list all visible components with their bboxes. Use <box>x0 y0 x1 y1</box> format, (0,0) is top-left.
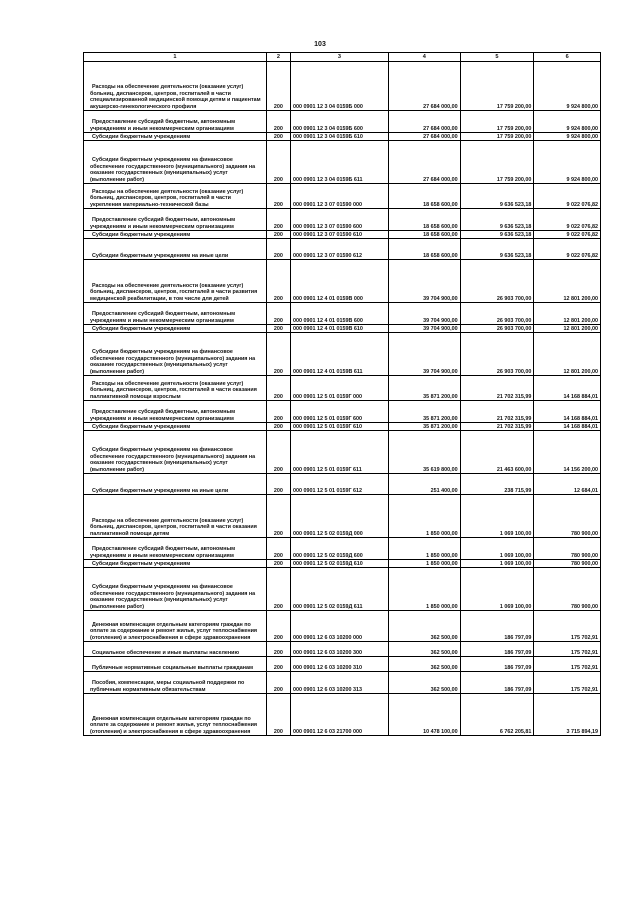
row-value-year-plan: 39 704 900,00 <box>388 325 460 333</box>
row-name-text: Пособия, компенсации, меры социальной поддержки по публичным нормативным обязательствам <box>90 680 245 693</box>
row-value-executed: 21 702 315,99 <box>460 423 534 431</box>
row-value-year-plan: 1 850 000,00 <box>388 568 460 611</box>
row-value-year-plan: 35 871 200,00 <box>388 376 460 401</box>
row-name-text: Расходы на обеспечение деятельности (оказание услуг) больниц, диспансеров, центров, госпиталей в части развития медицинской реабилитации, в том числе для детей <box>90 282 258 302</box>
row-name <box>84 333 267 376</box>
table-row <box>84 568 601 611</box>
table-row <box>84 642 601 657</box>
row-name-text: Субсидии бюджетным учреждениям <box>92 560 191 567</box>
table-row <box>84 260 601 303</box>
row-csr: 000 0901 12 5 01 0159Г 610 <box>291 423 389 431</box>
table-row <box>84 333 601 376</box>
row-code: 200 <box>266 560 290 568</box>
row-name <box>84 239 267 260</box>
row-csr: 000 0901 12 5 02 0159Д 000 <box>291 495 389 538</box>
row-value-executed: 1 069 100,00 <box>460 495 534 538</box>
row-name <box>84 538 267 560</box>
row-value-year-plan: 362 500,00 <box>388 672 460 694</box>
row-value-year-plan: 39 704 900,00 <box>388 333 460 376</box>
row-value-executed: 186 797,09 <box>460 657 534 672</box>
row-csr: 000 0901 12 4 01 0159В 000 <box>291 260 389 303</box>
row-value-remaining: 175 702,91 <box>534 672 601 694</box>
row-code: 200 <box>266 303 290 325</box>
header-row <box>84 53 601 62</box>
row-value-remaining: 14 168 884,01 <box>534 401 601 423</box>
row-value-remaining: 9 022 076,82 <box>534 184 601 209</box>
row-value-year-plan: 27 684 000,00 <box>388 141 460 184</box>
row-csr: 000 0901 12 5 01 0159Г 600 <box>291 401 389 423</box>
row-name <box>84 111 267 133</box>
table-row <box>84 431 601 474</box>
row-name <box>84 401 267 423</box>
row-name <box>84 657 267 672</box>
row-csr: 000 0901 12 3 07 01590 600 <box>291 209 389 231</box>
row-name-text: Субсидии бюджетным учреждениям на финансовое обеспечение государственного (муниципального) задания на оказание государственных (муниципальных) услуг (выполнение работ) <box>90 157 256 183</box>
row-value-executed: 17 759 200,00 <box>460 111 534 133</box>
table-row <box>84 611 601 642</box>
row-value-remaining: 780 900,00 <box>534 495 601 538</box>
row-name <box>84 642 267 657</box>
row-value-remaining: 175 702,91 <box>534 611 601 642</box>
row-value-remaining: 9 924 800,00 <box>534 133 601 141</box>
row-value-remaining: 3 715 894,19 <box>534 694 601 736</box>
row-value-executed: 186 797,09 <box>460 642 534 657</box>
row-code: 200 <box>266 133 290 141</box>
row-value-remaining: 12 801 200,00 <box>534 303 601 325</box>
row-code: 200 <box>266 376 290 401</box>
row-csr: 000 0901 12 3 04 0159Б 611 <box>291 141 389 184</box>
row-value-remaining: 9 022 076,82 <box>534 231 601 239</box>
row-csr: 000 0901 12 4 01 0159В 600 <box>291 303 389 325</box>
row-name <box>84 474 267 495</box>
row-csr: 000 0901 12 5 02 0159Д 611 <box>291 568 389 611</box>
row-name-text: Субсидии бюджетным учреждениям на финансовое обеспечение государственного (муниципального) задания на оказание государственных (муниципальных) услуг (выполнение работ) <box>90 584 256 610</box>
header-col-4: 4 <box>388 53 460 62</box>
row-name <box>84 325 267 333</box>
row-value-executed: 17 759 200,00 <box>460 141 534 184</box>
row-name-text: Предоставление субсидий бюджетным, автономным учреждениям и иным некоммерческим организациям <box>90 119 236 132</box>
table-row <box>84 239 601 260</box>
row-csr: 000 0901 12 5 02 0159Д 610 <box>291 560 389 568</box>
row-name <box>84 694 267 736</box>
row-value-remaining: 780 900,00 <box>534 568 601 611</box>
row-value-executed: 9 636 523,18 <box>460 231 534 239</box>
row-code: 200 <box>266 260 290 303</box>
row-code: 200 <box>266 401 290 423</box>
row-value-remaining: 12 684,01 <box>534 474 601 495</box>
row-code: 200 <box>266 694 290 736</box>
row-value-year-plan: 1 850 000,00 <box>388 560 460 568</box>
table-row <box>84 401 601 423</box>
table-row <box>84 474 601 495</box>
row-value-executed: 1 069 100,00 <box>460 560 534 568</box>
header-col-5: 5 <box>460 53 534 62</box>
row-value-executed: 26 903 700,00 <box>460 303 534 325</box>
row-value-remaining: 9 022 076,82 <box>534 209 601 231</box>
row-value-remaining: 12 801 200,00 <box>534 333 601 376</box>
table-row <box>84 423 601 431</box>
table-row <box>84 141 601 184</box>
row-code: 200 <box>266 611 290 642</box>
row-code: 200 <box>266 495 290 538</box>
row-value-executed: 186 797,09 <box>460 672 534 694</box>
row-name <box>84 376 267 401</box>
row-name <box>84 431 267 474</box>
row-value-executed: 17 759 200,00 <box>460 62 534 111</box>
row-name <box>84 611 267 642</box>
row-code: 200 <box>266 657 290 672</box>
table-row <box>84 111 601 133</box>
table-row <box>84 560 601 568</box>
row-name-text: Субсидии бюджетным учреждениям <box>92 325 191 332</box>
row-value-executed: 17 759 200,00 <box>460 133 534 141</box>
header-col-3: 3 <box>291 53 389 62</box>
row-code: 200 <box>266 325 290 333</box>
row-value-executed: 26 903 700,00 <box>460 325 534 333</box>
row-code: 200 <box>266 474 290 495</box>
row-value-year-plan: 362 500,00 <box>388 657 460 672</box>
row-csr: 000 0901 12 3 04 0159Б 600 <box>291 111 389 133</box>
row-name <box>84 209 267 231</box>
row-value-year-plan: 35 871 200,00 <box>388 401 460 423</box>
header-col-1: 1 <box>84 53 267 62</box>
row-value-executed: 21 463 600,00 <box>460 431 534 474</box>
table-row <box>84 538 601 560</box>
row-value-remaining: 9 022 076,82 <box>534 239 601 260</box>
row-name <box>84 495 267 538</box>
row-value-executed: 21 702 315,99 <box>460 401 534 423</box>
row-value-remaining: 780 900,00 <box>534 538 601 560</box>
row-csr: 000 0901 12 4 01 0159В 611 <box>291 333 389 376</box>
row-name-text: Расходы на обеспечение деятельности (оказание услуг) больниц, диспансеров, центров, госпиталей в части оказания паллиативной помощи детям <box>90 517 257 537</box>
row-name-text: Субсидии бюджетным учреждениям <box>92 423 191 430</box>
row-name-text: Субсидии бюджетным учреждениям <box>92 231 191 238</box>
row-value-executed: 186 797,09 <box>460 611 534 642</box>
header-col-2: 2 <box>266 53 290 62</box>
row-name <box>84 184 267 209</box>
row-code: 200 <box>266 62 290 111</box>
row-name <box>84 62 267 111</box>
row-value-executed: 26 903 700,00 <box>460 260 534 303</box>
table-row <box>84 184 601 209</box>
row-code: 200 <box>266 431 290 474</box>
row-value-remaining: 14 168 884,01 <box>534 376 601 401</box>
table-header <box>84 53 601 62</box>
row-value-executed: 21 702 315,99 <box>460 376 534 401</box>
row-name-text: Субсидии бюджетным учреждениям на финансовое обеспечение государственного (муниципального) задания на оказание государственных (муниципальных) услуг (выполнение работ) <box>90 447 256 473</box>
row-name-text: Предоставление субсидий бюджетным, автономным учреждениям и иным некоммерческим организациям <box>90 409 236 422</box>
row-value-remaining: 175 702,91 <box>534 657 601 672</box>
row-code: 200 <box>266 568 290 611</box>
row-name <box>84 568 267 611</box>
row-value-year-plan: 27 684 000,00 <box>388 62 460 111</box>
row-code: 200 <box>266 333 290 376</box>
row-value-remaining: 14 156 200,00 <box>534 431 601 474</box>
row-value-remaining: 175 702,91 <box>534 642 601 657</box>
table-body <box>84 62 601 736</box>
row-value-executed: 9 636 523,18 <box>460 184 534 209</box>
table-row <box>84 133 601 141</box>
row-csr: 000 0901 12 6 03 10200 313 <box>291 672 389 694</box>
row-value-remaining: 12 801 200,00 <box>534 260 601 303</box>
row-csr: 000 0901 12 5 01 0159Г 612 <box>291 474 389 495</box>
table-row <box>84 325 601 333</box>
row-name-text: Денежная компенсация отдельным категориям граждан по оплате за содержание и ремонт жилья, услуг теплоснабжения (отопления) и электроснабжения в сфере здравоохранения <box>90 715 258 735</box>
table-row <box>84 62 601 111</box>
table-row <box>84 657 601 672</box>
table-row <box>84 672 601 694</box>
row-name-text: Предоставление субсидий бюджетным, автономным учреждениям и иным некоммерческим организациям <box>90 546 236 559</box>
row-name <box>84 260 267 303</box>
row-name-text: Денежная компенсация отдельным категориям граждан по оплате за содержание и ремонт жилья, услуг теплоснабжения (отопления) и электроснабжения в сфере здравоохранения <box>90 621 258 641</box>
row-value-year-plan: 1 850 000,00 <box>388 495 460 538</box>
table-row <box>84 495 601 538</box>
row-value-executed: 1 069 100,00 <box>460 538 534 560</box>
row-csr: 000 0901 12 3 07 01590 612 <box>291 239 389 260</box>
row-csr: 000 0901 12 3 07 01590 000 <box>291 184 389 209</box>
row-value-executed: 6 762 205,81 <box>460 694 534 736</box>
row-value-remaining: 14 168 884,01 <box>534 423 601 431</box>
row-csr: 000 0901 12 6 03 10200 300 <box>291 642 389 657</box>
row-name-text: Субсидии бюджетным учреждениям на финансовое обеспечение государственного (муниципального) задания на оказание государственных (муниципальных) услуг (выполнение работ) <box>90 349 256 375</box>
row-code: 200 <box>266 209 290 231</box>
row-name <box>84 303 267 325</box>
row-csr: 000 0901 12 4 01 0159В 610 <box>291 325 389 333</box>
row-code: 200 <box>266 239 290 260</box>
row-value-year-plan: 362 500,00 <box>388 611 460 642</box>
row-value-executed: 9 636 523,18 <box>460 239 534 260</box>
row-code: 200 <box>266 672 290 694</box>
row-csr: 000 0901 12 5 02 0159Д 600 <box>291 538 389 560</box>
table-row <box>84 231 601 239</box>
table-row <box>84 303 601 325</box>
row-value-remaining: 9 924 800,00 <box>534 141 601 184</box>
row-code: 200 <box>266 184 290 209</box>
row-code: 200 <box>266 642 290 657</box>
row-value-year-plan: 27 684 000,00 <box>388 111 460 133</box>
row-name <box>84 141 267 184</box>
row-value-executed: 9 636 523,18 <box>460 209 534 231</box>
row-csr: 000 0901 12 3 07 01590 610 <box>291 231 389 239</box>
row-value-year-plan: 10 478 100,00 <box>388 694 460 736</box>
row-csr: 000 0901 12 5 01 0159Г 000 <box>291 376 389 401</box>
budget-table <box>83 52 601 736</box>
row-csr: 000 0901 12 3 04 0159Б 610 <box>291 133 389 141</box>
row-value-year-plan: 251 400,00 <box>388 474 460 495</box>
row-value-year-plan: 39 704 900,00 <box>388 303 460 325</box>
row-csr: 000 0901 12 3 04 0159Б 000 <box>291 62 389 111</box>
row-value-executed: 26 903 700,00 <box>460 333 534 376</box>
row-name-text: Расходы на обеспечение деятельности (оказание услуг) больниц, диспансеров, центров, госпиталей в части оказания паллиативной помощи взрослым <box>90 380 257 400</box>
row-name <box>84 231 267 239</box>
row-csr: 000 0901 12 6 03 10200 000 <box>291 611 389 642</box>
row-value-year-plan: 39 704 900,00 <box>388 260 460 303</box>
table-row <box>84 694 601 736</box>
row-value-executed: 1 069 100,00 <box>460 568 534 611</box>
row-value-remaining: 9 924 800,00 <box>534 62 601 111</box>
row-csr: 000 0901 12 6 03 21700 000 <box>291 694 389 736</box>
row-name <box>84 672 267 694</box>
row-name-text: Предоставление субсидий бюджетным, автономным учреждениям и иным некоммерческим организациям <box>90 217 236 230</box>
row-value-year-plan: 362 500,00 <box>388 642 460 657</box>
header-col-6: 6 <box>534 53 601 62</box>
row-code: 200 <box>266 231 290 239</box>
row-code: 200 <box>266 538 290 560</box>
row-name <box>84 423 267 431</box>
row-csr: 000 0901 12 6 03 10200 310 <box>291 657 389 672</box>
row-name <box>84 133 267 141</box>
row-name-text: Субсидии бюджетным учреждениям на иные цели <box>92 252 229 259</box>
row-value-year-plan: 27 684 000,00 <box>388 133 460 141</box>
row-name <box>84 560 267 568</box>
row-value-remaining: 12 801 200,00 <box>534 325 601 333</box>
row-name-text: Субсидии бюджетным учреждениям <box>92 133 191 140</box>
row-code: 200 <box>266 111 290 133</box>
row-name-text: Расходы на обеспечение деятельности (оказание услуг) больниц, диспансеров, центров, госпиталей в части специализированной медицинской помощи детям и пациентам акушерско-гинекологического профиля <box>90 84 261 110</box>
row-name-text: Расходы на обеспечение деятельности (оказание услуг) больниц, диспансеров, центров, госпиталей в части укрепления материально-технической базы <box>90 188 244 208</box>
row-value-remaining: 9 924 800,00 <box>534 111 601 133</box>
table-row <box>84 209 601 231</box>
row-value-executed: 238 715,99 <box>460 474 534 495</box>
row-name-text: Предоставление субсидий бюджетным, автономным учреждениям и иным некоммерческим организациям <box>90 311 236 324</box>
row-value-remaining: 780 900,00 <box>534 560 601 568</box>
page-number: 103 <box>314 41 326 48</box>
row-code: 200 <box>266 423 290 431</box>
row-value-year-plan: 18 658 600,00 <box>388 231 460 239</box>
row-value-year-plan: 18 658 600,00 <box>388 184 460 209</box>
table-row <box>84 376 601 401</box>
row-value-year-plan: 35 871 200,00 <box>388 423 460 431</box>
row-csr: 000 0901 12 5 01 0159Г 611 <box>291 431 389 474</box>
row-name-text: Субсидии бюджетным учреждениям на иные цели <box>92 487 229 494</box>
row-value-year-plan: 35 619 800,00 <box>388 431 460 474</box>
row-name-text: Публичные нормативные социальные выплаты гражданам <box>92 664 253 671</box>
row-code: 200 <box>266 141 290 184</box>
row-value-year-plan: 1 850 000,00 <box>388 538 460 560</box>
row-name-text: Социальное обеспечение и иные выплаты населению <box>92 649 240 656</box>
row-value-year-plan: 18 658 600,00 <box>388 209 460 231</box>
row-value-year-plan: 18 658 600,00 <box>388 239 460 260</box>
